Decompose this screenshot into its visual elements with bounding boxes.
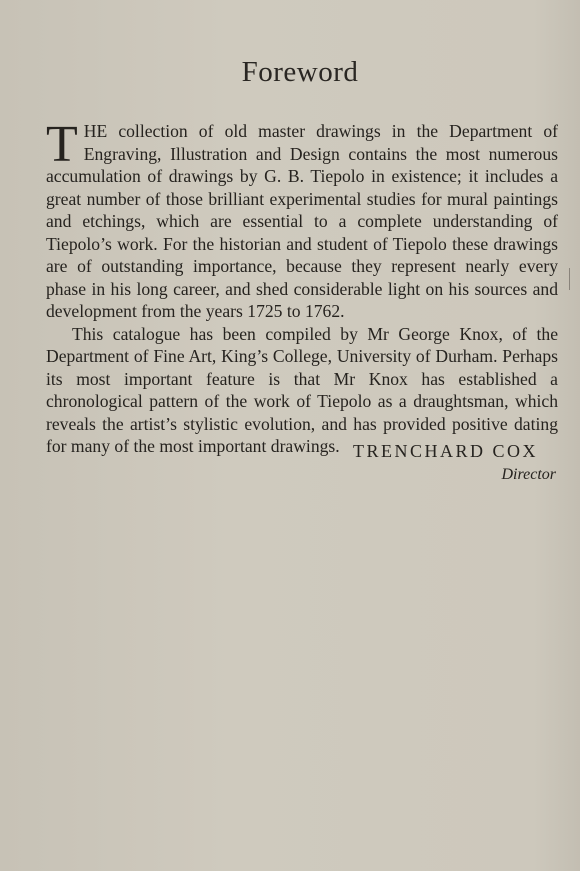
page-edge-mark	[569, 268, 570, 290]
lead-word: HE	[83, 121, 108, 141]
signature-role: Director	[501, 466, 556, 483]
page-title: Foreword	[241, 56, 359, 88]
signature-name: TRENCHARD COX	[352, 441, 538, 461]
foreword-body	[46, 116, 558, 458]
paragraph-1-text: collection of old master drawings in the Department of Engraving, Illustration and Design contains the most numerous accumulation of drawings by G. B. Tiepolo in existence; it includes a great number of those brilliant experimental studies for mural paintings and etchings, which are essential to a complete understanding of Tiepolo’s work. For the historian and student of Tiepolo these drawings are of outstanding importance, because they represent nearly every phase in his long career, and shed considerable light on his sources and development from the years 1725 to 1762.	[46, 121, 558, 321]
paragraph-2: This catalogue has been compiled by Mr George Knox, of the Department of Fine Art, King’s College, University of Durham. Perhaps its most important feature is that Mr Knox has established a chronological pattern of the work of Tiepolo as a draughtsman, which reveals the artist’s stylistic evolution, and has provided positive dating for many of the most important drawings.	[46, 323, 558, 456]
drop-cap: T	[46, 116, 79, 173]
paragraph-1	[46, 116, 558, 323]
